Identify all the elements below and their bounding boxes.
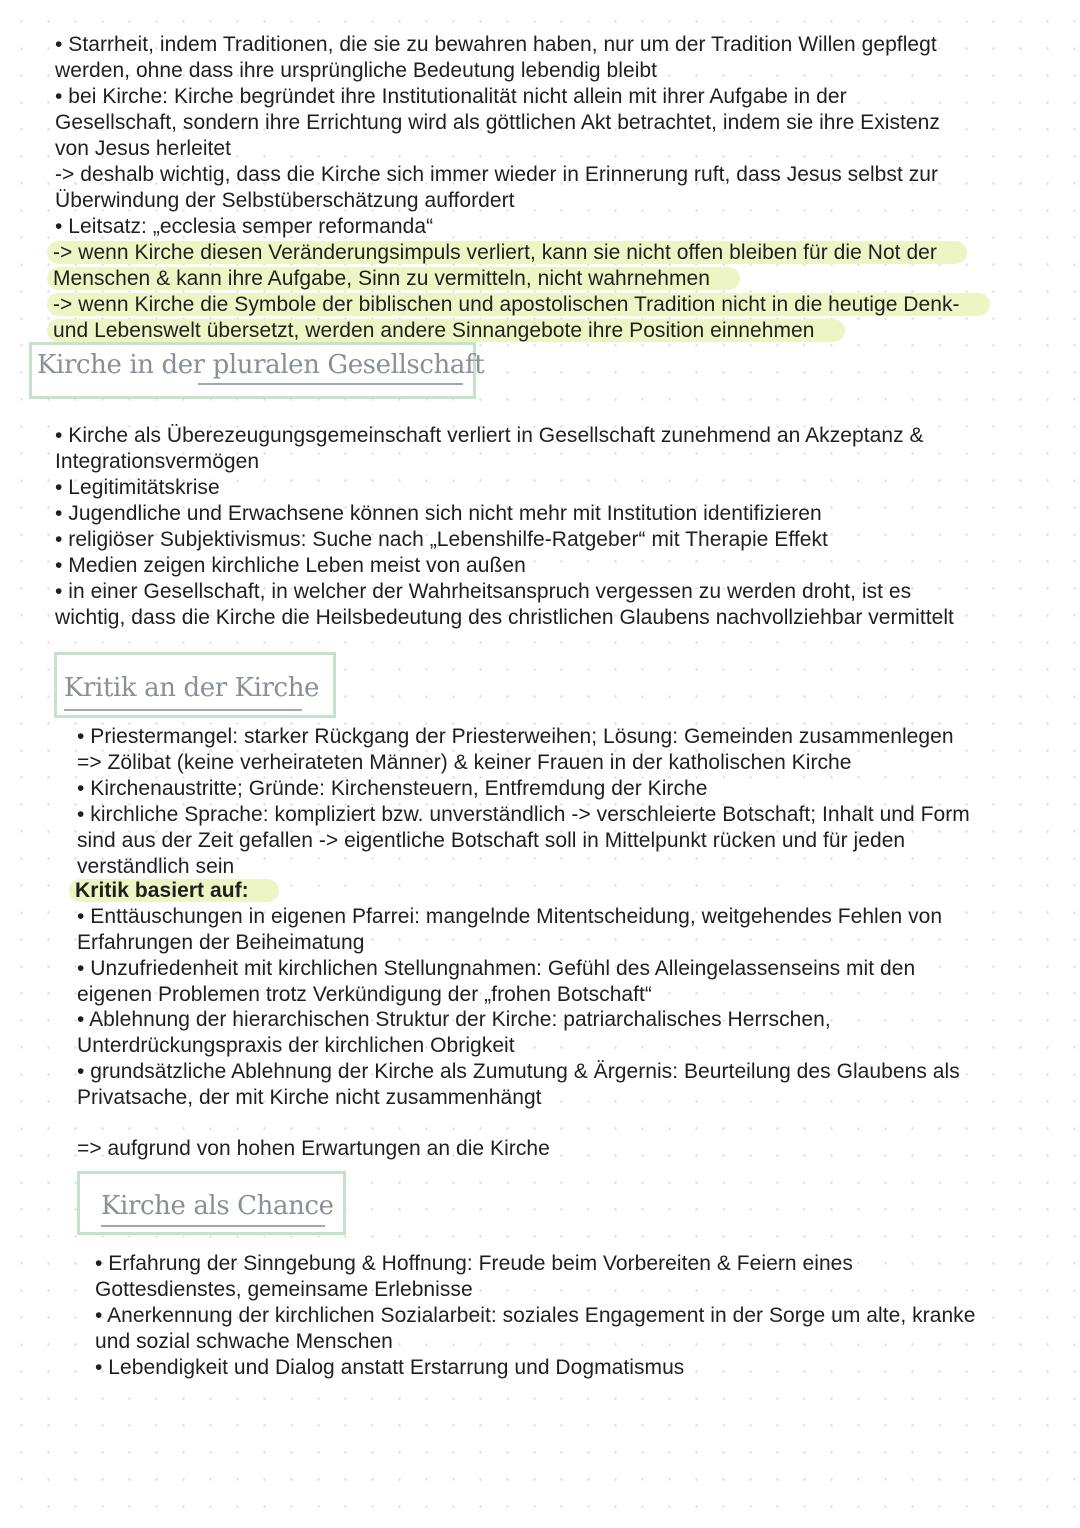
text-line: verständlich sein <box>77 855 235 878</box>
text-line: Erfahrungen der Beiheimatung <box>77 931 365 954</box>
text-line: • Erfahrung der Sinngebung & Hoffnung: Freude beim Vorbereiten & Feiern eines <box>95 1252 853 1275</box>
text-line: werden, ohne dass ihre ursprüngliche Bedeutung lebendig bleibt <box>55 59 658 82</box>
text-line: Privatsache, der mit Kirche nicht zusammenhängt <box>77 1086 542 1109</box>
text-line: • grundsätzliche Ablehnung der Kirche als Zumutung & Ärgernis: Beurteilung des Glaubens als <box>77 1060 960 1083</box>
text-line: • Ablehnung der hierarchischen Struktur der Kirche: patriarchalisches Herrschen, <box>77 1008 831 1031</box>
text-line: • Medien zeigen kirchliche Leben meist von außen <box>55 554 526 577</box>
text-line: Gesellschaft, sondern ihre Errichtung wird als göttlichen Akt betrachtet, indem sie ihre Existenz <box>55 111 940 134</box>
text-line: sind aus der Zeit gefallen -> eigentliche Botschaft soll in Mittelpunkt rücken und für jeden <box>77 829 906 852</box>
text-line: • Anerkennung der kirchlichen Sozialarbeit: soziales Engagement in der Sorge um alte, kranke <box>95 1304 976 1327</box>
text-line: • kirchliche Sprache: kompliziert bzw. unverständlich -> verschleierte Botschaft; Inhalt und Form <box>77 803 970 826</box>
text-line: -> deshalb wichtig, dass die Kirche sich immer wieder in Erinnerung ruft, dass Jesus selbst zur <box>55 163 939 186</box>
text-line: • religiöser Subjektivismus: Suche nach „Lebenshilfe-Ratgeber“ mit Therapie Effekt <box>55 528 828 551</box>
text-line: Integrationsvermögen <box>55 450 260 473</box>
text-line: • in einer Gesellschaft, in welcher der Wahrheitsanspruch vergessen zu werden droht, ist es <box>55 580 912 603</box>
highlighted-line: und Lebenswelt übersetzt, werden andere Sinnangebote ihre Position einnehmen <box>55 318 845 344</box>
section-heading-plural: Kirche in der pluralen Gesellschaft <box>37 350 485 380</box>
highlighted-line: Menschen & kann ihre Aufgabe, Sinn zu vermitteln, nicht wahrnehmen <box>55 266 740 292</box>
section-heading-kritik: Kritik an der Kirche <box>64 673 320 703</box>
text-line: • Enttäuschungen in eigenen Pfarrei: mangelnde Mitentscheidung, weitgehendes Fehlen von <box>77 905 943 928</box>
text-line: • Jugendliche und Erwachsene können sich nicht mehr mit Institution identifizieren <box>55 502 822 525</box>
kritik-basis-label: Kritik basiert auf: <box>77 878 279 904</box>
text-line: • Lebendigkeit und Dialog anstatt Erstarrung und Dogmatismus <box>95 1356 685 1379</box>
heading-underline <box>64 709 302 711</box>
text-line: Gottesdienstes, gemeinsame Erlebnisse <box>95 1278 473 1301</box>
text-line: • Unzufriedenheit mit kirchlichen Stellungnahmen: Gefühl des Alleingelassenseins mit den <box>77 957 916 980</box>
text-line: eigenen Problemen trotz Verkündigung der „frohen Botschaft“ <box>77 983 652 1006</box>
text-line: • Legitimitätskrise <box>55 476 220 499</box>
text-line: wichtig, dass die Kirche die Heilsbedeutung des christlichen Glaubens nachvollziehbar vermittelt <box>55 606 954 629</box>
heading-underline <box>101 1225 325 1227</box>
text-line: => Zölibat (keine verheirateten Männer) & keiner Frauen in der katholischen Kirche <box>77 751 852 774</box>
highlighted-line: -> wenn Kirche die Symbole der biblischen und apostolischen Tradition nicht in die heutige Denk- <box>55 292 990 318</box>
heading-underline <box>198 383 463 385</box>
text-line: • Leitsatz: „ecclesia semper reformanda“ <box>55 215 434 238</box>
text-line: Unterdrückungspraxis der kirchlichen Obrigkeit <box>77 1034 515 1057</box>
text-line: • Kirchenaustritte; Gründe: Kirchensteuern, Entfremdung der Kirche <box>77 777 708 800</box>
section-heading-chance: Kirche als Chance <box>101 1191 334 1221</box>
kritik-conclusion: => aufgrund von hohen Erwartungen an die Kirche <box>77 1137 550 1160</box>
text-line: von Jesus herleitet <box>55 137 232 160</box>
text-line: und sozial schwache Menschen <box>95 1330 393 1353</box>
text-line: • Starrheit, indem Traditionen, die sie zu bewahren haben, nur um der Tradition Willen gepflegt <box>55 33 937 56</box>
text-line: Überwindung der Selbstüberschätzung auffordert <box>55 189 515 212</box>
text-line: • Priestermangel: starker Rückgang der Priesterweihen; Lösung: Gemeinden zusammenlegen <box>77 725 954 748</box>
text-line: • bei Kirche: Kirche begründet ihre Institutionalität nicht allein mit ihrer Aufgabe in der <box>55 85 847 108</box>
text-line: • Kirche als Überezeugungsgemeinschaft verliert in Gesellschaft zunehmend an Akzeptanz & <box>55 424 924 447</box>
highlighted-line: -> wenn Kirche diesen Veränderungsimpuls verliert, kann sie nicht offen bleiben für die Not der <box>55 240 967 266</box>
